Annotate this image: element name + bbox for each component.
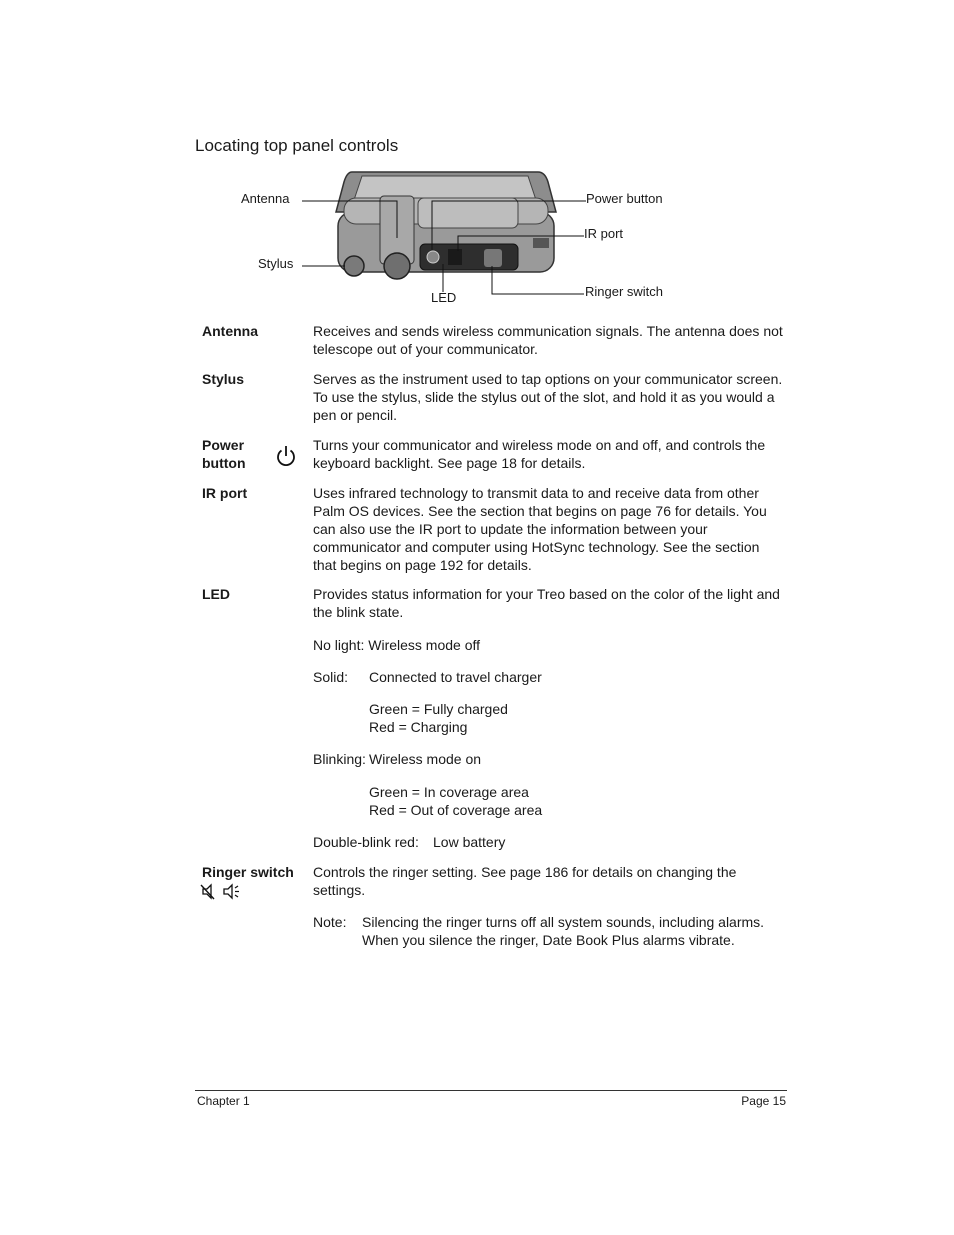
desc-stylus: Serves as the instrument used to tap options on your communicator screen. To use the stylus, slide the stylus out of the slot, and hold it as you would a pen or pencil.	[313, 371, 783, 423]
term-antenna: Antenna	[202, 323, 258, 339]
led-solid-green: Green = Fully charged	[369, 701, 508, 717]
footer-chapter: Chapter 1	[197, 1094, 250, 1108]
callout-ir-port: IR port	[584, 226, 624, 241]
device-top-panel-diagram	[0, 0, 954, 320]
desc-ringer-switch: Controls the ringer setting. See page 186 for details on changing the settings.	[313, 864, 737, 898]
term-led: LED	[202, 586, 230, 602]
callout-power-button: Power button	[586, 191, 663, 206]
led-no-light: No light: Wireless mode off	[313, 637, 481, 653]
led-double-value: Low battery	[433, 834, 506, 850]
desc-led: Provides status information for your Treo based on the color of the light and the blink state.	[313, 586, 780, 620]
term-stylus: Stylus	[202, 371, 245, 387]
ringer-note-text: Silencing the ringer turns off all system sounds, including alarms. When you silence the ringer, Date Book Plus alarms vibrate.	[362, 914, 765, 948]
callout-stylus: Stylus	[258, 256, 294, 271]
callout-antenna: Antenna	[241, 191, 290, 206]
led-solid-red: Red = Charging	[369, 719, 468, 735]
led-double-label: Double-blink red:	[313, 834, 419, 850]
footer-rule	[195, 1090, 787, 1091]
desc-power: Turns your communicator and wireless mode on and off, and controls the keyboard backlight. See page 18 for details.	[313, 437, 766, 471]
led-blinking-label: Blinking:	[313, 751, 366, 767]
callout-ringer-switch: Ringer switch	[585, 284, 664, 299]
term-ringer-switch: Ringer switch	[202, 864, 294, 880]
led-blink-red: Red = Out of coverage area	[369, 802, 543, 818]
ringer-note-label: Note:	[313, 914, 347, 930]
power-icon	[275, 444, 297, 468]
ringer-off-icon	[200, 883, 216, 901]
callout-led: LED	[431, 290, 457, 305]
led-blinking-value: Wireless mode on	[369, 751, 482, 767]
term-power-line1: Power	[202, 437, 245, 453]
footer-page-number: Page 15	[741, 1094, 786, 1108]
desc-antenna: Receives and sends wireless communication signals. The antenna does not telescope out of your communicator.	[313, 323, 783, 357]
led-blink-green: Green = In coverage area	[369, 784, 529, 800]
desc-ir-port: Uses infrared technology to transmit data to and receive data from other Palm OS devices. See the section that begins on page 76 for details. You can also use the IR port to update the information between your communicator and computer using HotSync technology. See the section that begins on page 192 for details.	[313, 485, 767, 573]
led-solid-label: Solid:	[313, 669, 349, 685]
term-ir-port: IR port	[202, 485, 248, 501]
led-solid-value: Connected to travel charger	[369, 669, 542, 685]
ringer-on-icon	[222, 883, 240, 901]
page-heading: Locating top panel controls	[195, 136, 399, 155]
term-power-line2: button	[202, 455, 246, 471]
